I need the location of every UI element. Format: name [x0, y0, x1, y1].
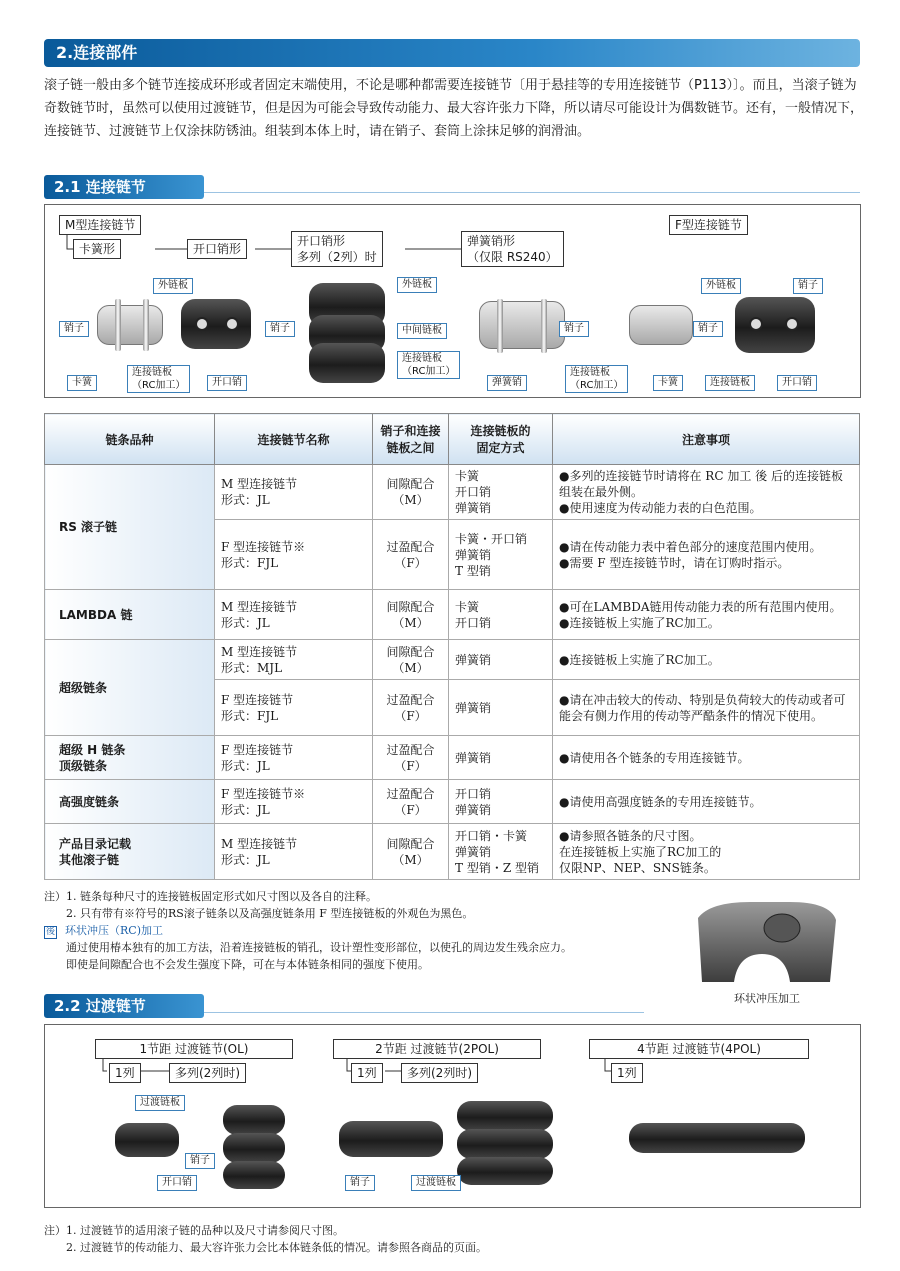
chain-type-cell [45, 824, 215, 880]
fix-cell-line: T 型销 [455, 563, 491, 578]
rc-plate-photo [690, 898, 840, 984]
label-cotter-pin-2: 开口销 [777, 375, 817, 391]
chain-type-cell [45, 465, 215, 590]
notes-cell-line: ●多列的连接链节时请将在 RC 加工 後 后的连接链板组装在最外侧。 [559, 469, 843, 499]
fit-cell-line: （M） [392, 493, 429, 507]
pol2-multi-photo-3 [457, 1157, 553, 1185]
section-title-2-2: 2.2 过渡链节 [44, 994, 204, 1018]
notes-cell-line: ●请在传动能力表中着色部分的速度范围内使用。 [559, 539, 822, 554]
notes-cell-line: ●请使用高强度链条的专用连接链节。 [559, 794, 762, 809]
link-name-cell [215, 590, 373, 640]
notes-cell-line: ●连接链板上实施了RC加工。 [559, 652, 720, 667]
clip-link-photo [97, 305, 163, 345]
header-notes: 注意事项 [553, 414, 860, 465]
label-conn-plate-rc-2 [397, 351, 460, 379]
f-type-tag: F型连接链节 [669, 215, 748, 235]
ol-row1-tag: 1列 [109, 1063, 141, 1083]
rc-title: 环状冲压（RC)加工 [65, 924, 164, 937]
label-cotter-pin: 开口销 [207, 375, 247, 391]
pin-image [115, 299, 121, 351]
clip-link-photo-2 [181, 299, 251, 349]
conn-plate-rc-l1: 连接链板 [402, 353, 442, 364]
connecting-link-diagram [44, 204, 861, 398]
link-name-cell [215, 680, 373, 736]
label-pin-pol2: 销子 [345, 1175, 375, 1191]
label-clip-2: 卡簧 [653, 375, 683, 391]
fix-cell-line: 卡簧 [455, 599, 480, 614]
rc-icon: 後 [46, 927, 56, 937]
notes-cell [553, 736, 860, 780]
fix-cell-line: 弹簧销 [455, 547, 492, 562]
notes-cell [553, 465, 860, 520]
chain-type-cell [45, 736, 215, 780]
notes-cell-line: ●需要 F 型连接链节时，请在订购时指示。 [559, 555, 790, 570]
pol2-row1-tag: 1列 [351, 1063, 383, 1083]
link-name-cell-line: M 型连接链节 [221, 836, 298, 851]
header-fix-l1: 连接链板的 [470, 424, 531, 438]
fix-cell-line: 弹簧销 [455, 844, 492, 859]
fix-cell [449, 520, 553, 590]
table-row [45, 780, 860, 824]
conn-plate-rc-l2: （RC加工） [132, 380, 186, 391]
ol-multi-photo-3 [223, 1161, 285, 1189]
link-name-cell [215, 780, 373, 824]
note-22-1: 注）1. 过渡链节的适用滚子链的品种以及尺寸请参阅尺寸图。 [44, 1224, 344, 1237]
section-title-2-1: 2.1 连接链节 [44, 175, 204, 199]
fix-cell [449, 780, 553, 824]
fit-cell-line: （M） [392, 660, 429, 675]
fix-cell-line: 开口销・卡簧 [455, 828, 528, 843]
fit-cell-line: （F） [394, 758, 427, 773]
chain-type-2: 顶级链条 [59, 758, 108, 773]
link-name-cell-line: M 型连接链节 [221, 477, 298, 491]
f-link-photo-2 [735, 297, 815, 353]
label-pin-4: 销子 [793, 278, 823, 294]
notes-cell-line: ●请在冲击较大的传动、特别是负荷较大的传动或者可能会有侧力作用的传动等严酷条件的情况下使用。 [559, 692, 846, 723]
m-type-tag: M型连接链节 [59, 215, 141, 235]
label-pin-ol: 销子 [185, 1153, 215, 1169]
fix-cell-line: 开口销 [455, 786, 492, 801]
chain-type-cell [45, 590, 215, 640]
spring-type-tag [461, 231, 564, 267]
note-22-2: 2. 过渡链节的传动能力、最大容许张力会比本体链条低的情况。请参照各商品的页面。 [66, 1241, 487, 1254]
chain-type: RS 滚子链 [59, 520, 118, 534]
header-chain-type: 链条品种 [45, 414, 215, 465]
fix-cell-line: 开口销 [455, 485, 492, 499]
label-pin-2: 销子 [265, 321, 295, 337]
link-name-cell-line: M 型连接链节 [221, 599, 298, 614]
notes-cell [553, 680, 860, 736]
rc-body-1: 通过使用椿本独有的加工方法，沿着连接链板的销孔，设计塑性变形部位，以使孔的周边发生残余应力。 [66, 941, 572, 954]
notes-cell [553, 590, 860, 640]
note-21-2: 2. 只有带有※符号的RS滚子链条以及高强度链条用 F 型连接链板的外观色为黑色。 [66, 907, 474, 920]
notes-cell-line: ●请使用各个链条的专用连接链节。 [559, 750, 750, 765]
label-outer-plate: 外链板 [153, 278, 193, 294]
label-cotter-ol: 开口销 [157, 1175, 197, 1191]
fix-cell-line: 弹簧销 [455, 501, 492, 515]
hole [195, 317, 209, 331]
conn-plate-rc-l1: 连接链板 [132, 367, 172, 378]
fit-cell-line: 过盈配合 [386, 786, 435, 801]
connecting-link-table [44, 413, 860, 880]
notes-cell-line: 在连接链板上实施了RC加工的 [559, 844, 722, 859]
table-row [45, 590, 860, 640]
link-name-cell-line: F 型连接链节※ [221, 786, 306, 801]
spring-line2: （仅限 RS240） [467, 250, 558, 264]
table-row [45, 824, 860, 880]
fix-cell-line: 弹簧销 [455, 802, 492, 817]
ol-multi-photo [223, 1105, 285, 1135]
header-fit-l2: 链板之间 [386, 441, 435, 455]
cotter-multi-tag [291, 231, 383, 267]
fit-cell-line: （F） [394, 802, 427, 817]
ol-multi-tag: 多列(2列时) [169, 1063, 246, 1083]
chain-type-cell [45, 640, 215, 736]
link-name-cell-line: 形式：FJL [221, 555, 279, 570]
cotter-multi-line1: 开口销形 [297, 234, 346, 248]
offset-link-diagram [44, 1024, 861, 1208]
pol4-row1-tag: 1列 [611, 1063, 643, 1083]
link-name-cell-line: 形式：JL [221, 852, 270, 867]
pol2-tag: 2节距 过渡链节(2POL) [333, 1039, 541, 1059]
notes-cell-line: ●请参照各链条的尺寸图。 [559, 828, 702, 843]
fix-cell [449, 736, 553, 780]
intro-paragraph: 滚子链一般由多个链节连接成环形或者固定末端使用，不论是哪种都需要连接链节〔用于悬挂等的专用连接链节（P113）〕。而且，当滚子链为奇数链节时，虽然可以使用过渡链节，但是因为可能会导致传动能力、最大容许张力下降，所以请尽可能设计为偶数链节。还有，一般情况下，连接链节、过渡链节上仅涂抹防锈油。组装到本体上时，请在销子、套筒上涂抹足够的润滑油。 [44, 78, 864, 139]
cotter-multi-line2: 多列（2列）时 [297, 250, 377, 264]
fix-cell [449, 680, 553, 736]
fit-cell [373, 680, 449, 736]
chain-type-cell [45, 780, 215, 824]
conn-plate-rc-l2: （RC加工） [570, 380, 624, 391]
hole [785, 317, 799, 331]
pol2-multi-tag: 多列(2列时) [401, 1063, 478, 1083]
rc-body-2: 即使是间隙配合也不会发生强度下降，可在与本体链条相同的强度下使用。 [66, 958, 429, 971]
header-fix [449, 414, 553, 465]
fix-cell-line: 弹簧销 [455, 700, 492, 715]
header-link-name: 连接链节名称 [215, 414, 373, 465]
pin-image [497, 299, 503, 353]
label-conn-plate: 连接链板 [705, 375, 755, 391]
label-outer-plate-2: 外链板 [397, 277, 437, 293]
notes-cell-line: ●使用速度为传动能力表的白色范围。 [559, 501, 762, 515]
notes-cell [553, 780, 860, 824]
fix-cell-line: 开口销 [455, 615, 492, 630]
pin-image [143, 299, 149, 351]
label-pin-3: 销子 [559, 321, 589, 337]
link-name-cell [215, 465, 373, 520]
link-name-cell [215, 520, 373, 590]
link-name-cell-line: 形式：MJL [221, 660, 283, 675]
section-rule [204, 192, 860, 193]
link-name-cell-line: 形式：JL [221, 615, 270, 630]
pol2-multi-photo-2 [457, 1129, 553, 1159]
fix-cell [449, 590, 553, 640]
fix-cell [449, 465, 553, 520]
link-name-cell-line: F 型连接链节※ [221, 539, 306, 554]
fit-cell-line: （F） [394, 708, 427, 723]
label-conn-plate-rc [127, 365, 190, 393]
cotter-type-tag: 开口销形 [187, 239, 247, 259]
fix-cell [449, 640, 553, 680]
chain-type-2: 其他滚子链 [59, 852, 120, 867]
chain-type: 超级链条 [59, 680, 108, 695]
label-middle-plate: 中间链板 [397, 323, 447, 339]
fix-cell-line: 弹簧销 [455, 652, 492, 667]
link-name-cell-line: F 型连接链节 [221, 692, 294, 707]
fix-cell [449, 824, 553, 880]
chain-type: 产品目录记载 [59, 836, 132, 851]
label-pin: 销子 [59, 321, 89, 337]
label-clip: 卡簧 [67, 375, 97, 391]
section-title-2: 2.连接部件 [44, 39, 860, 67]
ol-multi-photo-2 [223, 1133, 285, 1163]
ol-single-photo [115, 1123, 179, 1157]
header-fit-l1: 销子和连接 [380, 424, 441, 438]
hole [225, 317, 239, 331]
section-rule-2 [204, 1012, 644, 1013]
chain-type: 超级 H 链条 [59, 742, 126, 757]
pol4-photo [629, 1123, 805, 1153]
rc-title-line [44, 922, 163, 939]
label-conn-plate-rc-3 [565, 365, 628, 393]
table-row [45, 640, 860, 680]
spring-link-photo [479, 301, 565, 349]
header-fit [373, 414, 449, 465]
fit-cell-line: 过盈配合 [386, 539, 435, 554]
clip-type-tag: 卡簧形 [73, 239, 121, 259]
fit-cell-line: 过盈配合 [386, 692, 435, 707]
conn-plate-rc-l2: （RC加工） [402, 366, 456, 377]
label-spring-pin: 弹簧销 [487, 375, 527, 391]
fix-cell-line: 弹簧销 [455, 750, 492, 765]
notes-cell [553, 520, 860, 590]
fit-cell [373, 465, 449, 520]
chain-type: 高强度链条 [59, 794, 120, 809]
link-name-cell-line: 形式：FJL [221, 708, 279, 723]
label-pin-5: 销子 [693, 321, 723, 337]
fix-cell-line: 卡簧 [455, 469, 480, 483]
header-fix-l2: 固定方式 [476, 441, 525, 455]
fix-cell-line: 卡簧・开口销 [455, 531, 528, 546]
note-21-1: 注）1. 链条每种尺寸的连接链板固定形式如尺寸图以及各自的注释。 [44, 890, 377, 903]
fit-cell [373, 736, 449, 780]
fit-cell [373, 780, 449, 824]
rc-photo-caption: 环状冲压加工 [734, 992, 800, 1005]
fit-cell [373, 640, 449, 680]
table-row [45, 736, 860, 780]
conn-plate-rc-l1: 连接链板 [570, 367, 610, 378]
fit-cell-line: 间隙配合 [386, 599, 435, 614]
fit-cell [373, 590, 449, 640]
table-row [45, 465, 860, 520]
pol2-multi-photo [457, 1101, 553, 1131]
link-name-cell [215, 824, 373, 880]
notes-cell-line: ●连接链板上实施了RC加工。 [559, 615, 720, 630]
fit-cell-line: 间隙配合 [386, 477, 435, 491]
link-name-cell [215, 736, 373, 780]
fit-cell-line: （F） [394, 555, 427, 570]
multi-row-link-photo-3 [309, 343, 385, 383]
fit-cell-line: 过盈配合 [386, 742, 435, 757]
link-name-cell-line: F 型连接链节 [221, 742, 294, 757]
link-name-cell [215, 640, 373, 680]
fix-cell-line: T 型销・Z 型销 [455, 860, 539, 875]
hole [749, 317, 763, 331]
table-header-row [45, 414, 860, 465]
label-offset-plate: 过渡链板 [135, 1095, 185, 1111]
pol2-single-photo [339, 1121, 443, 1157]
link-name-cell-line: 形式：JL [221, 493, 270, 507]
fit-cell-line: （M） [392, 615, 429, 630]
notes-cell-line: 仅限NP、NEP、SNS链条。 [559, 860, 716, 875]
link-name-cell-line: 形式：JL [221, 758, 270, 773]
fit-cell-line: （M） [392, 852, 429, 867]
link-name-cell-line: M 型连接链节 [221, 644, 298, 659]
notes-cell [553, 640, 860, 680]
fit-cell-line: 间隙配合 [386, 836, 435, 851]
label-outer-plate-3: 外链板 [701, 278, 741, 294]
notes-cell [553, 824, 860, 880]
fit-cell [373, 520, 449, 590]
label-offset-plate-pol2: 过渡链板 [411, 1175, 461, 1191]
chain-type: LAMBDA 链 [59, 607, 133, 622]
notes-cell-line: ●可在LAMBDA链用传动能力表的所有范围内使用。 [559, 599, 842, 614]
spring-line1: 弹簧销形 [467, 234, 516, 248]
f-link-photo [629, 305, 693, 345]
fit-cell-line: 间隙配合 [386, 644, 435, 659]
link-name-cell-line: 形式：JL [221, 802, 270, 817]
pin-image [541, 299, 547, 353]
pol4-tag: 4节距 过渡链节(4POL) [589, 1039, 809, 1059]
ol-tag: 1节距 过渡链节(OL) [95, 1039, 293, 1059]
fit-cell [373, 824, 449, 880]
